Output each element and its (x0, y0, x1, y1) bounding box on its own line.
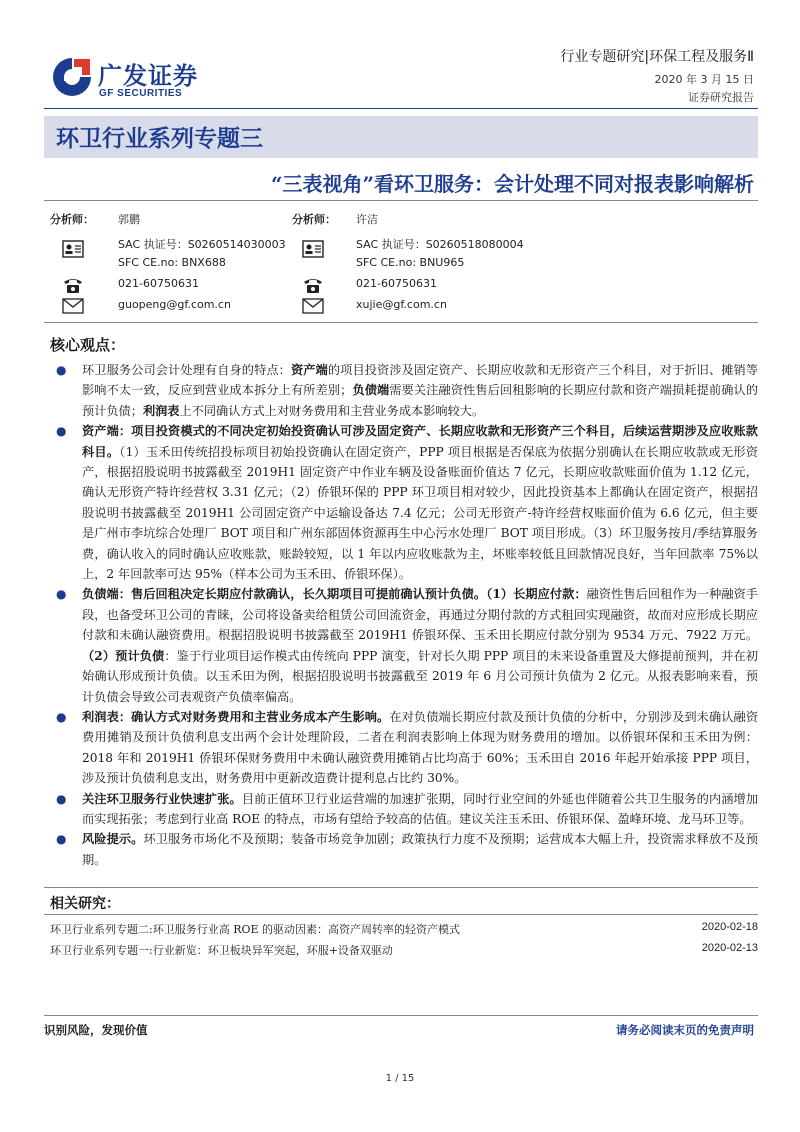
bullet-icon: ● (56, 363, 67, 377)
bullet-icon: ● (56, 791, 67, 806)
logo-text-en: GF SECURITIES (99, 88, 183, 99)
footer-disclaimer-link[interactable]: 请务必阅读末页的免责声明 (616, 1023, 754, 1037)
related-divider (44, 914, 758, 915)
analyst-label: 分析师： (50, 213, 94, 226)
report-date: 2020 年 3 月 15 日 (654, 73, 754, 86)
related-date: 2020-02-18 (701, 921, 758, 933)
related-divider-top (44, 887, 758, 888)
title-divider (44, 200, 758, 201)
core-view-item (50, 829, 758, 870)
bold-text: 利润表：确认方式对财务费用和主营业务成本产生影响。 (82, 709, 390, 724)
analyst-sfc: SFC CE.no: BNU965 (356, 256, 465, 269)
core-view-item (50, 360, 758, 421)
body-text: 环卫服务市场化不及预期；装备市场竞争加剧；政策执行力度不及预期；运营成本大幅上升，投资需求释放不及预期。 (82, 832, 759, 867)
analyst-phone: 021-60750631 (356, 277, 437, 290)
bold-text: 风险提示。 (82, 832, 144, 847)
body-text: 上不同确认方式上对财务费用和主营业务成本影响较大。 (179, 403, 485, 418)
bullet-icon: ● (56, 587, 67, 602)
footer-divider (44, 1015, 758, 1016)
analyst-email[interactable]: xujie@gf.com.cn (356, 298, 447, 311)
envelope-icon (302, 297, 324, 315)
main-title: “三表视角”看环卫服务：会计处理不同对报表影响解析 (270, 172, 754, 196)
core-view-item (50, 584, 758, 706)
envelope-icon (62, 297, 84, 315)
bold-text: （1）长期应付款： (486, 587, 587, 602)
series-title: 环卫行业系列专题三 (56, 125, 263, 152)
header-divider (44, 108, 758, 109)
bold-text: 负债端：售后回租决定长期应付款确认，长久期项目可提前确认预计负债。 (82, 587, 487, 602)
bold-text: 资产端：项目投资模式的不同决定初始投资确认可涉及固定资产、长期应收款和无形资产三个科目，后续运营期涉及应收账款科目。 (82, 424, 758, 459)
analyst-name: 许洁 (356, 213, 378, 226)
related-title: 环卫行业系列专题二:环卫服务行业高 ROE 的驱动因素：高资产周转率的轻资产模式 (50, 923, 461, 936)
report-category: 行业专题研究|环保工程及服务Ⅱ (560, 49, 754, 65)
bold-text: （2）预计负债 (82, 648, 165, 663)
analyst-phone: 021-60750631 (118, 277, 199, 290)
core-view-item (50, 421, 758, 584)
report-type: 证券研究报告 (688, 91, 754, 104)
bold-text: 资产端 (290, 363, 328, 377)
body-text: 在对负债端长期应付款及预计负债的分析中，分别涉及到未确认融资费用摊销及预计负债利息支出两个会计处理阶段，二者在利润表影响上体现为财务费用的增加。以侨银环保和玉禾田为例：2018 年和 2019H1 侨银环保财务费用中未确认融资费用摊销占比均高于 60%；玉禾田自 2016 年起开始承接 PPP 项目，涉及预计负债利息支出，财务费用中更新改造费计提利息占比约 30%。 (82, 709, 759, 786)
analyst-divider (44, 322, 758, 323)
body-text: 需要关注融资性售后回租影响的长期应付款和资产端损耗提前确认的预计负债； (82, 383, 759, 418)
bold-text: 利润表 (142, 403, 180, 418)
id-card-icon (62, 240, 84, 258)
page-number: 1 / 15 (385, 1073, 415, 1084)
core-view-item (50, 789, 758, 830)
body-text: （1）玉禾田传统招投标项目初始投资确认在固定资产，PPP 项目根据是否保底为依据分别确认在长期应收款或无形资产，根据招股说明书披露截至 2019H1 固定资产中作业车辆及设备账面价值达 7 亿元，长期应收款账面价值为 1.12 亿元，确认无形资产特许经营权 3.31 亿元；（2）侨银环保的 PPP 环卫项目相对较少，因此投资基本上都确认在固定资产，根据招股说明书披露截至 2019H1 公司固定资产中运输设备达 7.4 亿元；公司无形资产-特许经营权账面价值为 6.6 亿元，但主要是广州市李坑综合处理厂 BOT 项目和广州东部固体资源再生中心污水处理厂 BOT 项目形成。（3）环卫服务按月/季结算服务费，确认收入的同时确认应收账款，账龄较短，以 1 年以内应收账款为主，坏账率较低且回款情况良好，当年回款率 75%以上，2 年回款率可达 95%（样本公司为玉禾田、侨银环保）。 (82, 444, 758, 582)
gf-logo-icon (50, 55, 94, 99)
body-text: 目前正值环卫行业运营端的加速扩张期，同时行业空间的外延也伴随着公共卫生服务的内涵增加而实现拓张；考虑到行业高 ROE 的特点，市场有望给予较高的估值。建议关注玉禾田、侨银环保、盈峰环境、龙马环卫等。 (82, 791, 759, 826)
footer-slogan: 识别风险，发现价值 (44, 1023, 148, 1037)
body-text: ：鉴于行业项目运作模式由传统向 PPP 演变，针对长久期 PPP 项目的未来设备重置及大修提前预判，并在初始确认形成预计负债。以玉禾田为例，根据招股说明书披露截至 2019 年 6 月公司预计负债为 2 亿元。从报表影响来看，预计负债会导致公司表观资产负债率偏高。 (82, 648, 759, 704)
related-title: 环卫行业系列专题一:行业新览：环卫板块异军突起，环服+设备双驱动 (50, 944, 393, 957)
core-views-list (50, 360, 758, 870)
core-views-heading: 核心观点： (50, 336, 126, 354)
bullet-icon: ● (56, 709, 67, 724)
analyst-email[interactable]: guopeng@gf.com.cn (118, 298, 231, 311)
analyst-sac: SAC 执证号：S0260514030003 (118, 238, 286, 251)
bold-text: 负债端 (352, 383, 390, 398)
related-heading: 相关研究： (50, 896, 120, 912)
bold-text: 关注环卫服务行业快速扩张。 (82, 791, 242, 806)
related-item[interactable] (50, 921, 758, 937)
analyst-name: 郭鹏 (118, 213, 140, 226)
body-text: 环卫服务公司会计处理有自身的特点： (82, 363, 291, 377)
analyst-sac: SAC 执证号：S0260518080004 (356, 238, 524, 251)
body-text: 的项目投资涉及固定资产、长期应收款和无形资产三个科目，对于折旧、摊销等影响不太一致，反应到营业成本拆分上有所差别； (82, 363, 759, 398)
telephone-icon (62, 276, 84, 294)
id-card-icon (302, 240, 324, 258)
logo-text: 广发证券 (98, 62, 198, 90)
analyst-label: 分析师： (292, 213, 336, 226)
bullet-icon: ● (56, 424, 67, 439)
core-view-item (50, 707, 758, 789)
related-date: 2020-02-13 (701, 942, 758, 954)
related-item[interactable] (50, 942, 758, 958)
bullet-icon: ● (56, 832, 67, 847)
telephone-icon (302, 276, 324, 294)
body-text: 融资性售后回租作为一种融资手段，也备受环卫公司的青睐，公司将设备卖给租赁公司回流资金，再通过分期付款的方式租回实现融资，故而对应形成长期应付款和未确认融资费用。根据招股说明书披露截至 2019H1 侨银环保、玉禾田长期应付款分别为 9534 万元、7922 万元。 (82, 587, 758, 643)
analyst-sfc: SFC CE.no: BNX688 (118, 256, 226, 269)
